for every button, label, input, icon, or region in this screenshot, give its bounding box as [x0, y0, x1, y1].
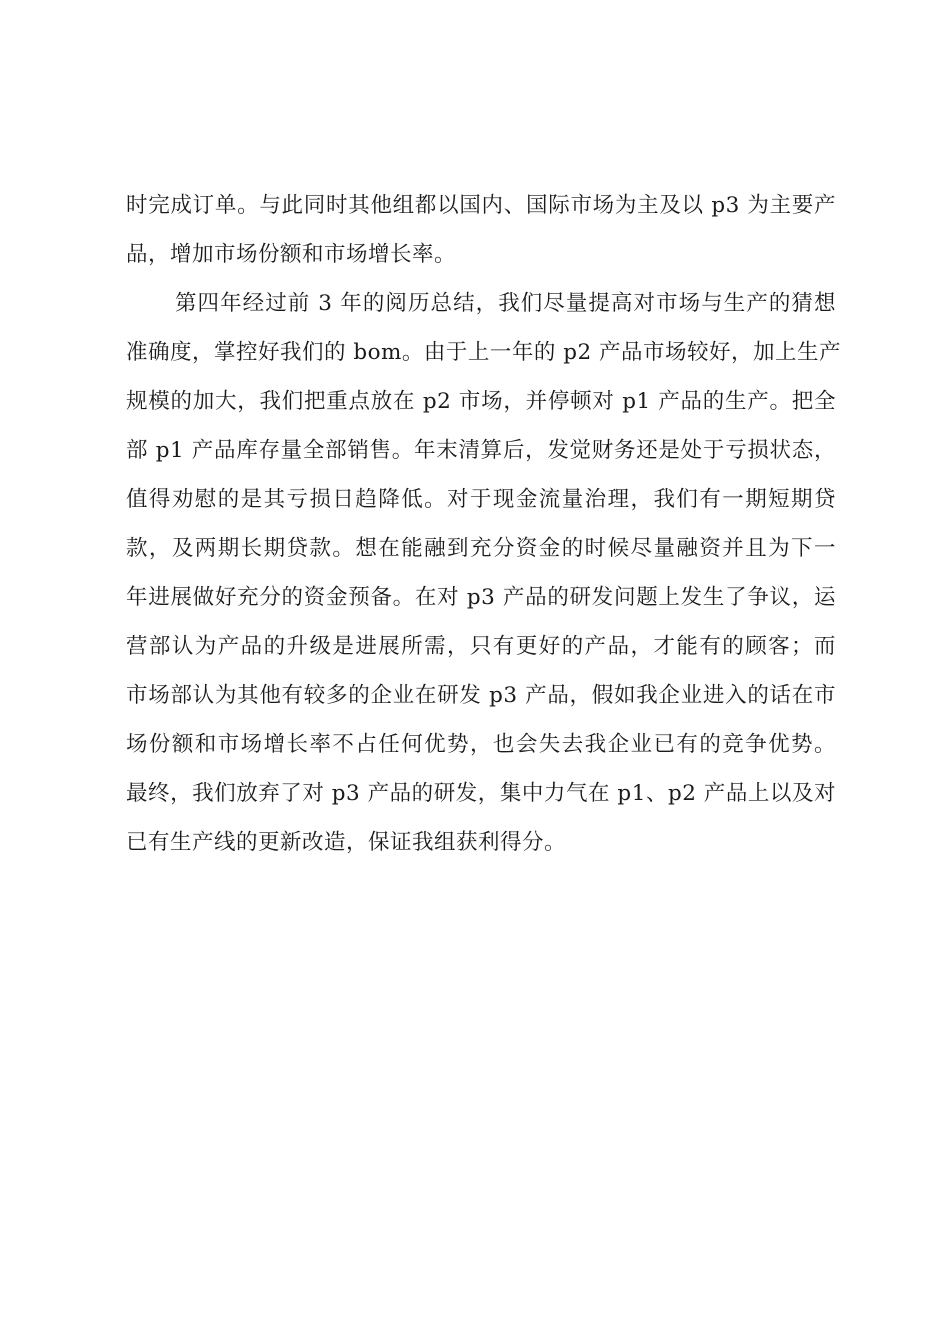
text-line: 规模的加大，我们把重点放在 p2 市场，并停顿对 p1 产品的生产。把全 [126, 389, 836, 414]
text-line: 营部认为产品的升级是进展所需，只有更好的产品，才能有的顾客；而 [126, 634, 836, 659]
text-line: 场份额和市场增长率不占任何优势，也会失去我企业已有的竞争优势。 [126, 732, 836, 757]
text-line: 部 p1 产品库存量全部销售。年末清算后，发觉财务还是处于亏损状态， [126, 438, 836, 463]
text-line: 年进展做好充分的资金预备。在对 p3 产品的研发问题上发生了争议，运 [126, 585, 836, 610]
text-line: 市场部认为其他有较多的企业在研发 p3 产品，假如我企业进入的话在市 [126, 683, 836, 708]
text-line: 时完成订单。与此同时其他组都以国内、国际市场为主及以 p3 为主要产 [126, 193, 836, 218]
text-line: 第四年经过前 3 年的阅历总结，我们尽量提高对市场与生产的猜想 [175, 291, 836, 316]
paragraph-2 [126, 285, 842, 873]
paragraph-1 [126, 187, 836, 285]
text-line: 已有生产线的更新改造，保证我组获利得分。 [126, 830, 567, 855]
text-line: 最终，我们放弃了对 p3 产品的研发，集中力气在 p1、p2 产品上以及对 [126, 781, 836, 806]
text-line: 值得劝慰的是其亏损日趋降低。对于现金流量治理，我们有一期短期贷 [126, 487, 836, 512]
text-line: 款，及两期长期贷款。想在能融到充分资金的时候尽量融资并且为下一 [126, 536, 836, 561]
body-text [126, 187, 842, 873]
text-line: 品，增加市场份额和市场增长率。 [126, 242, 457, 267]
text-line: 准确度，掌控好我们的 bom。由于上一年的 p2 产品市场较好，加上生产 [126, 340, 842, 365]
